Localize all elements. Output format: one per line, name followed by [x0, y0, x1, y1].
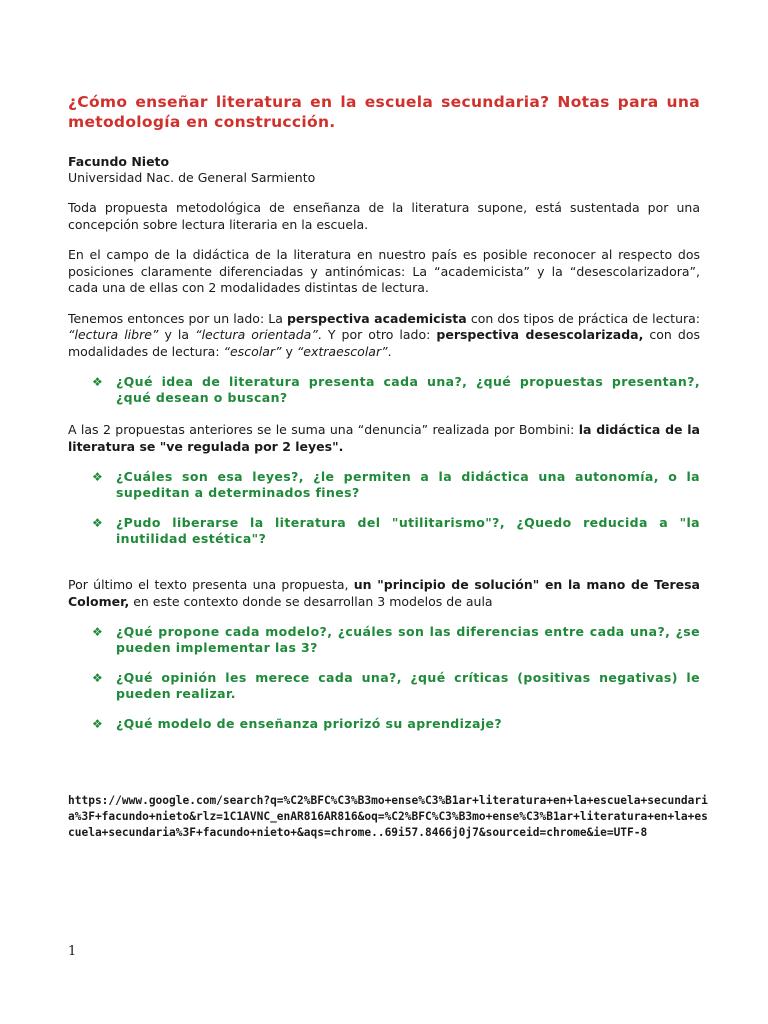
question-list-3 [92, 624, 700, 732]
paragraph-colomer: Por último el texto presenta una propuesta, un "principio de solución" en la mano de Teresa Colomer, en este contexto donde se desarrollan 3 modelos de aula [68, 577, 700, 609]
document-page [68, 92, 700, 748]
document-title: ¿Cómo enseñar literatura en la escuela secundaria? Notas para una metodología en construcción. [68, 93, 700, 131]
paragraph-perspectives: Tenemos entonces por un lado: La perspectiva academicista con dos tipos de práctica de lectura: “lectura libre” y la “lectura orientada”. Y por otro lado: perspectiva desescolarizada, con dos modalidades de lectura: “escolar” y “extraescolar”. [68, 310, 701, 359]
question-item: ❖ ¿Qué idea de literatura presenta cada una?, ¿qué propuestas presentan?, ¿qué desean o buscan? [92, 374, 700, 405]
author-name: Facundo Nieto [68, 154, 170, 169]
question-item: ❖ ¿Qué opinión les merece cada una?, ¿qué críticas (positivas negativas) le pueden realizar. [92, 670, 700, 701]
diamond-bullet-icon: ❖ [92, 625, 104, 639]
question-list-2 [92, 469, 700, 547]
page-number: 1 [68, 944, 77, 959]
author-affiliation: Universidad Nac. de General Sarmiento [68, 170, 316, 185]
paragraph-denuncia: A las 2 propuestas anteriores se le suma una “denuncia” realizada por Bombini: la didáctica de la literatura se "ve regulada por 2 leyes". [68, 422, 700, 454]
source-url[interactable]: https://www.google.com/search?q=%C2%BFC%C3%B3mo+ense%C3%B1ar+literatura+en+la+escuela+secundaria%3F+facundo+nieto&rlz=1C1AVNC_enAR816AR816&oq=%C2%BFC%C3%B3mo+ense%C3%B1ar+literatura+en+la+escuela+secundaria%3F+facundo+nieto+&aqs=chrome..69i57.8466j0j7&sourceid=chrome&ie=UTF-8 [68, 794, 708, 839]
question-list-1 [92, 374, 700, 406]
diamond-bullet-icon: ❖ [92, 375, 104, 389]
paragraph-positions: En el campo de la didáctica de la literatura en nuestro país es posible reconocer al respecto dos posiciones claramente diferenciadas y antinómicas: La “academicista” y la “desescolarizadora”, cada una de ellas con 2 modalidades distintas de lectura. [68, 247, 700, 295]
diamond-bullet-icon: ❖ [92, 671, 104, 685]
diamond-bullet-icon: ❖ [92, 717, 104, 731]
question-item: ❖ ¿Qué modelo de enseñanza priorizó su aprendizaje? [92, 716, 503, 731]
diamond-bullet-icon: ❖ [92, 470, 104, 484]
question-item: ❖ ¿Pudo liberarse la literatura del "utilitarismo"?, ¿Quedo reducida a "la inutilidad estética"? [92, 515, 700, 546]
paragraph-intro: Toda propuesta metodológica de enseñanza de la literatura supone, está sustentada por una concepción sobre lectura literaria en la escuela. [68, 200, 700, 232]
question-item: ❖ ¿Qué propone cada modelo?, ¿cuáles son las diferencias entre cada una?, ¿se pueden implementar las 3? [92, 624, 700, 655]
diamond-bullet-icon: ❖ [92, 516, 104, 530]
question-item: ❖ ¿Cuáles son esa leyes?, ¿le permiten a la didáctica una autonomía, o la supeditan a determinados fines? [92, 469, 700, 500]
